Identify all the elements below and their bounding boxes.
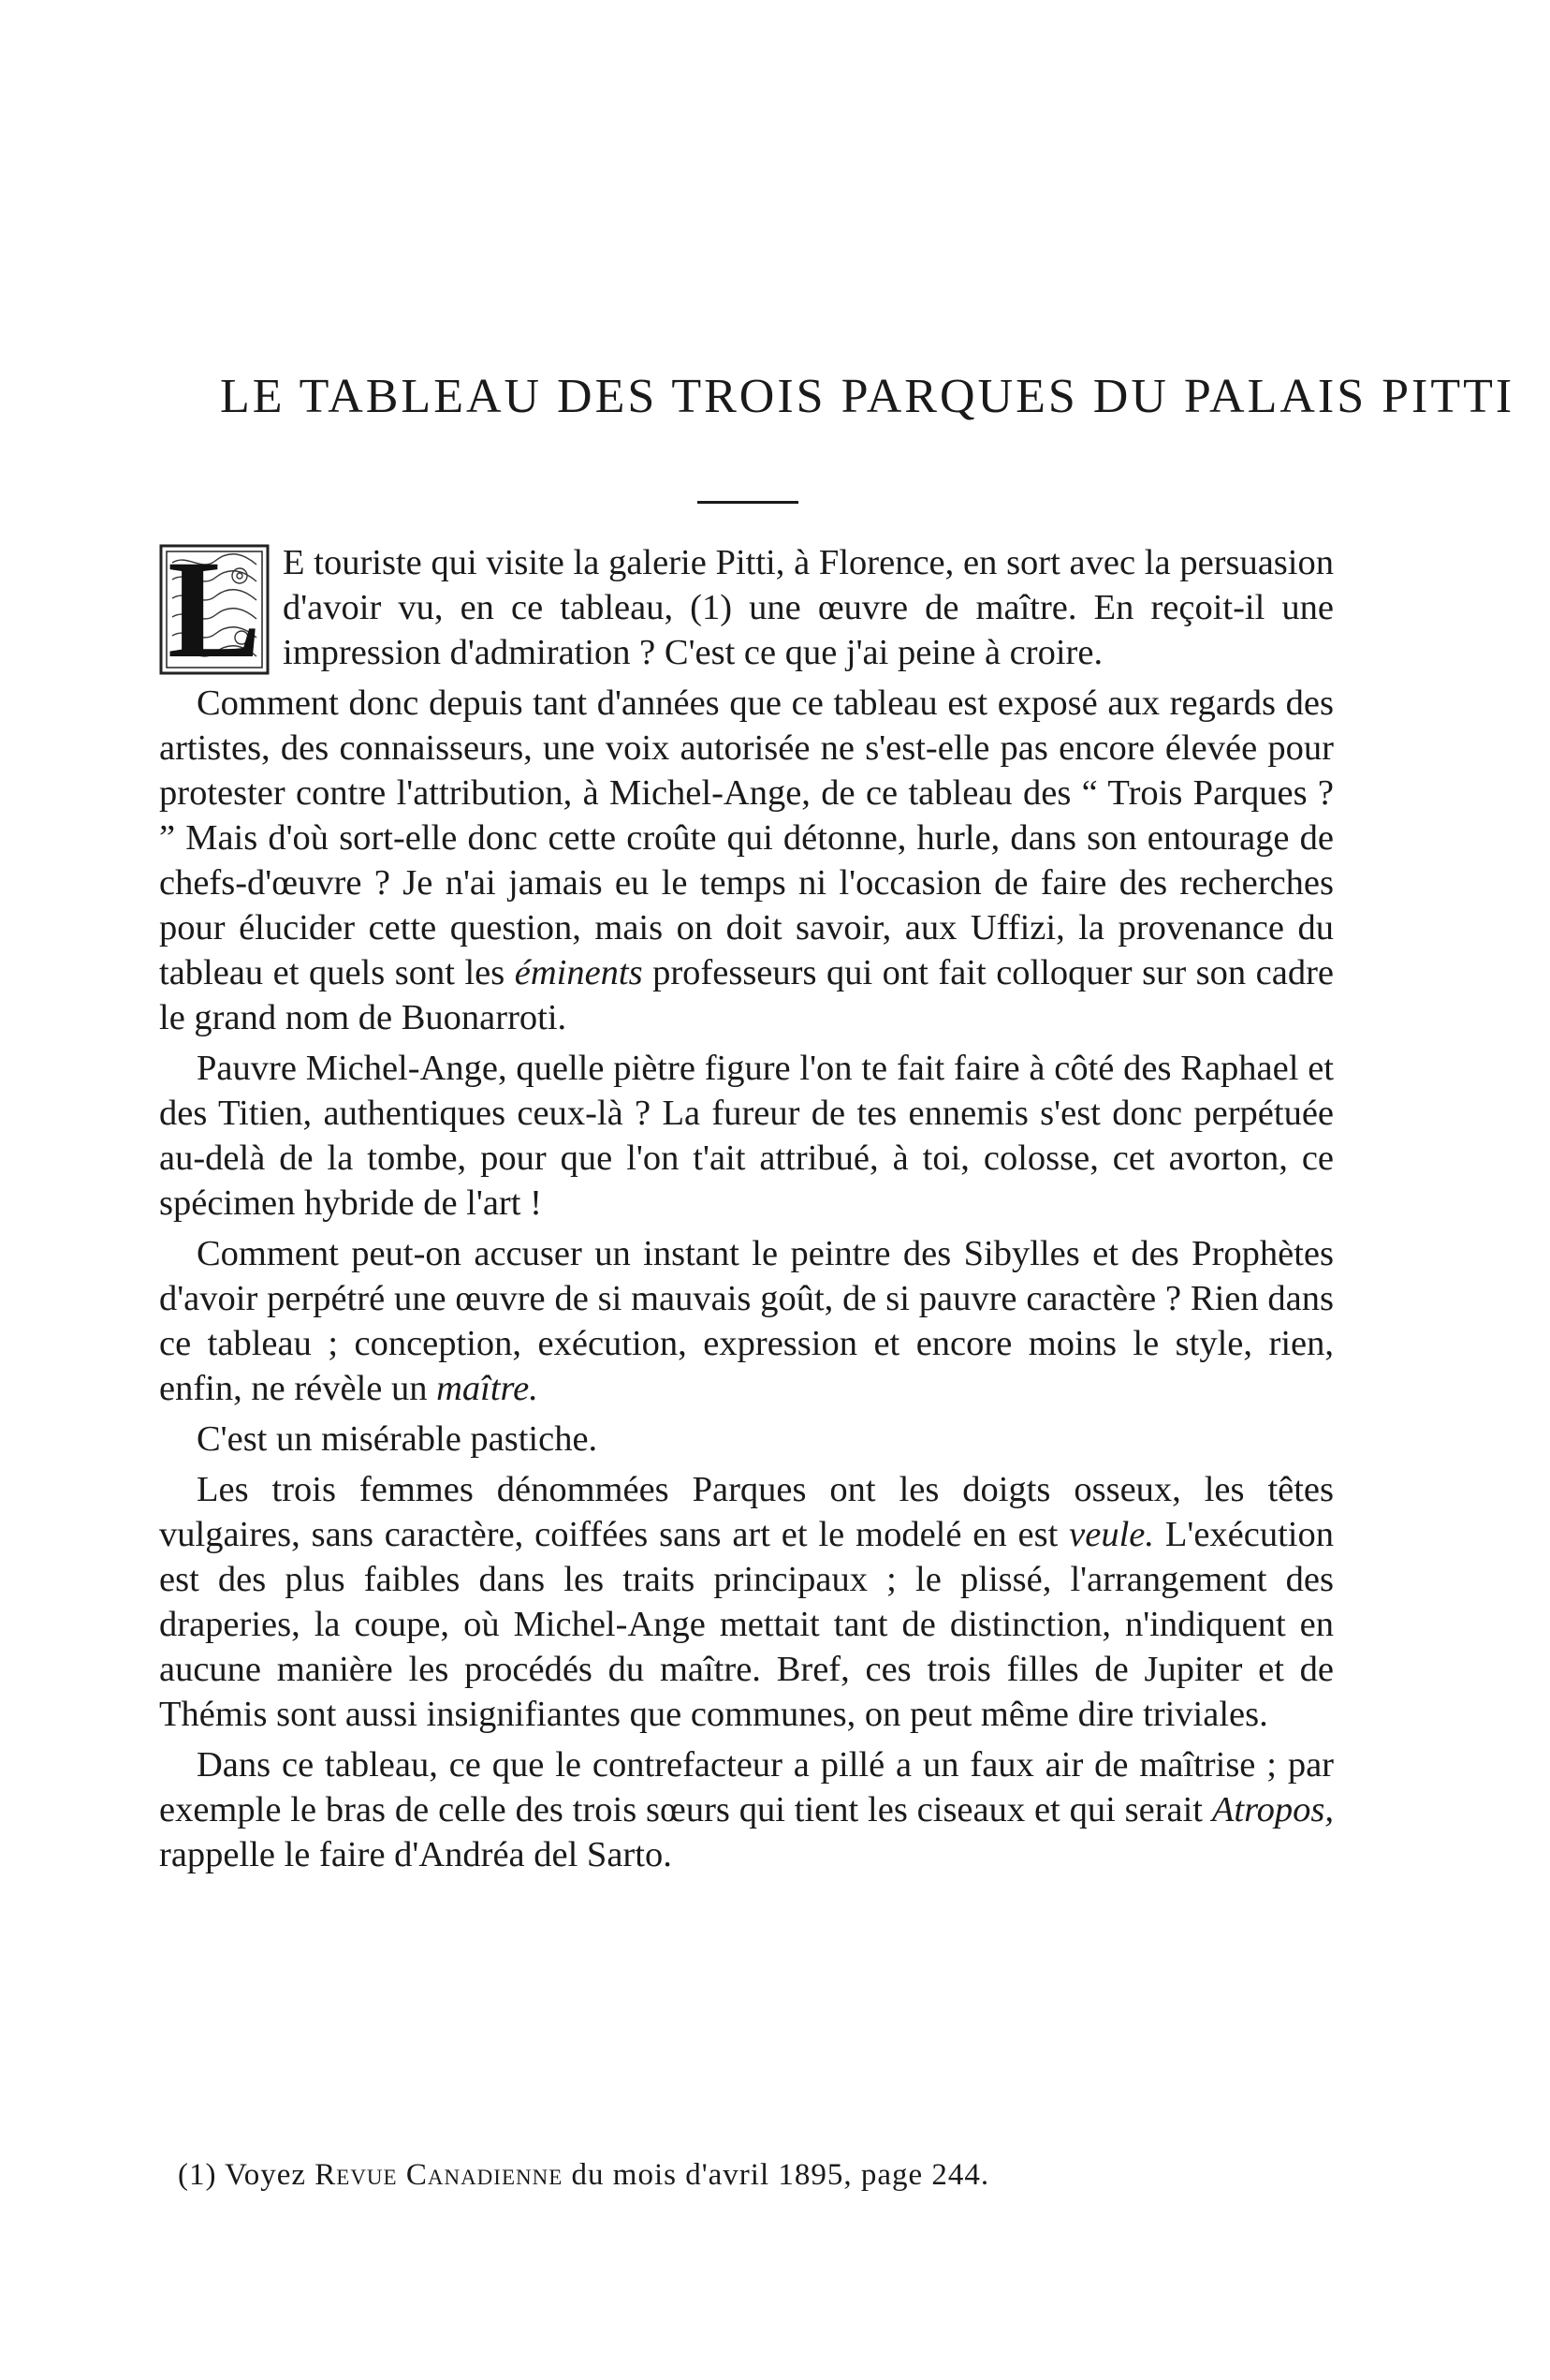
paragraph-4: [159, 1231, 1334, 1411]
paragraph-5: C'est un misérable pastiche.: [197, 1419, 598, 1459]
paragraph-6-text-a: Les trois femmes dénommées Parques ont les doigts osseux, les têtes vulgaires, sans caractère, coiffées sans art et le modelé en est: [159, 1470, 1334, 1554]
dropcap-letter: L: [167, 532, 262, 687]
paragraph-7-text-a: Dans ce tableau, ce que le contrefacteur a pillé a un faux air de maîtrise ; par exemple le bras de celle des trois sœurs qui tient les ciseaux et qui serait: [159, 1745, 1334, 1829]
paragraph-1: [159, 532, 1334, 687]
footnote-prefix: (1) Voyez: [178, 2158, 315, 2192]
paragraph-2-emphasis: éminents: [514, 953, 643, 992]
paragraph-2: [159, 681, 1334, 1040]
paragraph-6-text-b: L'exécution est des plus faibles dans les traits principaux ; le plissé, l'arrangement des draperies, la coupe, où Michel-Ange mettait tant de distinction, n'indiquent en aucune manière les procédés du maître. Bref, ces trois filles de Jupiter et de Thémis sont aussi insignifiantes que communes, on peut même dire triviales.: [159, 1515, 1334, 1734]
paragraph-2-text-b: professeurs qui ont fait colloquer sur son cadre le grand nom de Buonarroti.: [159, 953, 1335, 1037]
ornamental-dropcap: [159, 532, 270, 687]
footnote-journal: Revue Canadienne: [314, 2158, 563, 2192]
footnote-suffix: du mois d'avril 1895, page 244.: [563, 2158, 990, 2192]
paragraph-7-text-b: rappelle le faire d'Andréa del Sarto.: [159, 1835, 672, 1874]
paragraph-3: Pauvre Michel-Ange, quelle piètre figure l'on te fait faire à côté des Raphael et des Titien, authentiques ceux-là ? La fureur de tes ennemis s'est donc perpétuée au-delà de la tombe, pour que l'on t'ait attribué, à toi, colosse, cet avorton, ce spécimen hybride de l'art !: [159, 1049, 1334, 1223]
body-text: [159, 532, 1335, 1883]
paragraph-7: [159, 1742, 1334, 1877]
footnote: [178, 2156, 1207, 2194]
paragraph-2-text-a: Comment donc depuis tant d'années que ce tableau est exposé aux regards des artistes, des connaisseurs, une voix autorisée ne s'est-elle pas encore élevée pour protester contre l'attribution, à Michel-Ange, de ce tableau des “ Trois Parques ? ” Mais d'où sort-elle donc cette croûte qui détonne, hurle, dans son entourage de chefs-d'œuvre ? Je n'ai jamais eu le temps ni l'occasion de faire des recherches pour élucider cette question, mais on doit savoir, aux Uffizi, la provenance du tableau et quels sont les: [159, 683, 1334, 992]
paragraph-7-emphasis: Atropos,: [1211, 1790, 1334, 1829]
paragraph-4-emphasis: maître.: [436, 1369, 538, 1408]
paragraph-6: [159, 1467, 1334, 1737]
paragraph-1-text: E touriste qui visite la galerie Pitti, à Florence, en sort avec la persuasion d'avoir vu, en ce tableau, (1) une œuvre de maître. En reçoit-il une impression d'admiration ? C'est ce que j'ai peine à croire.: [283, 543, 1334, 672]
paragraph-4-text: Comment peut-on accuser un instant le peintre des Sibylles et des Prophètes d'avoir perpétré une œuvre de si mauvais goût, de si pauvre caractère ? Rien dans ce tableau ; conception, exécution, expression et encore moins le style, rien, enfin, ne révèle un: [159, 1234, 1334, 1408]
paragraph-6-emphasis: veule.: [1069, 1515, 1154, 1554]
page-title: LE TABLEAU DES TROIS PARQUES DU PALAIS PITTI: [220, 370, 1515, 423]
title-divider: [697, 501, 798, 504]
